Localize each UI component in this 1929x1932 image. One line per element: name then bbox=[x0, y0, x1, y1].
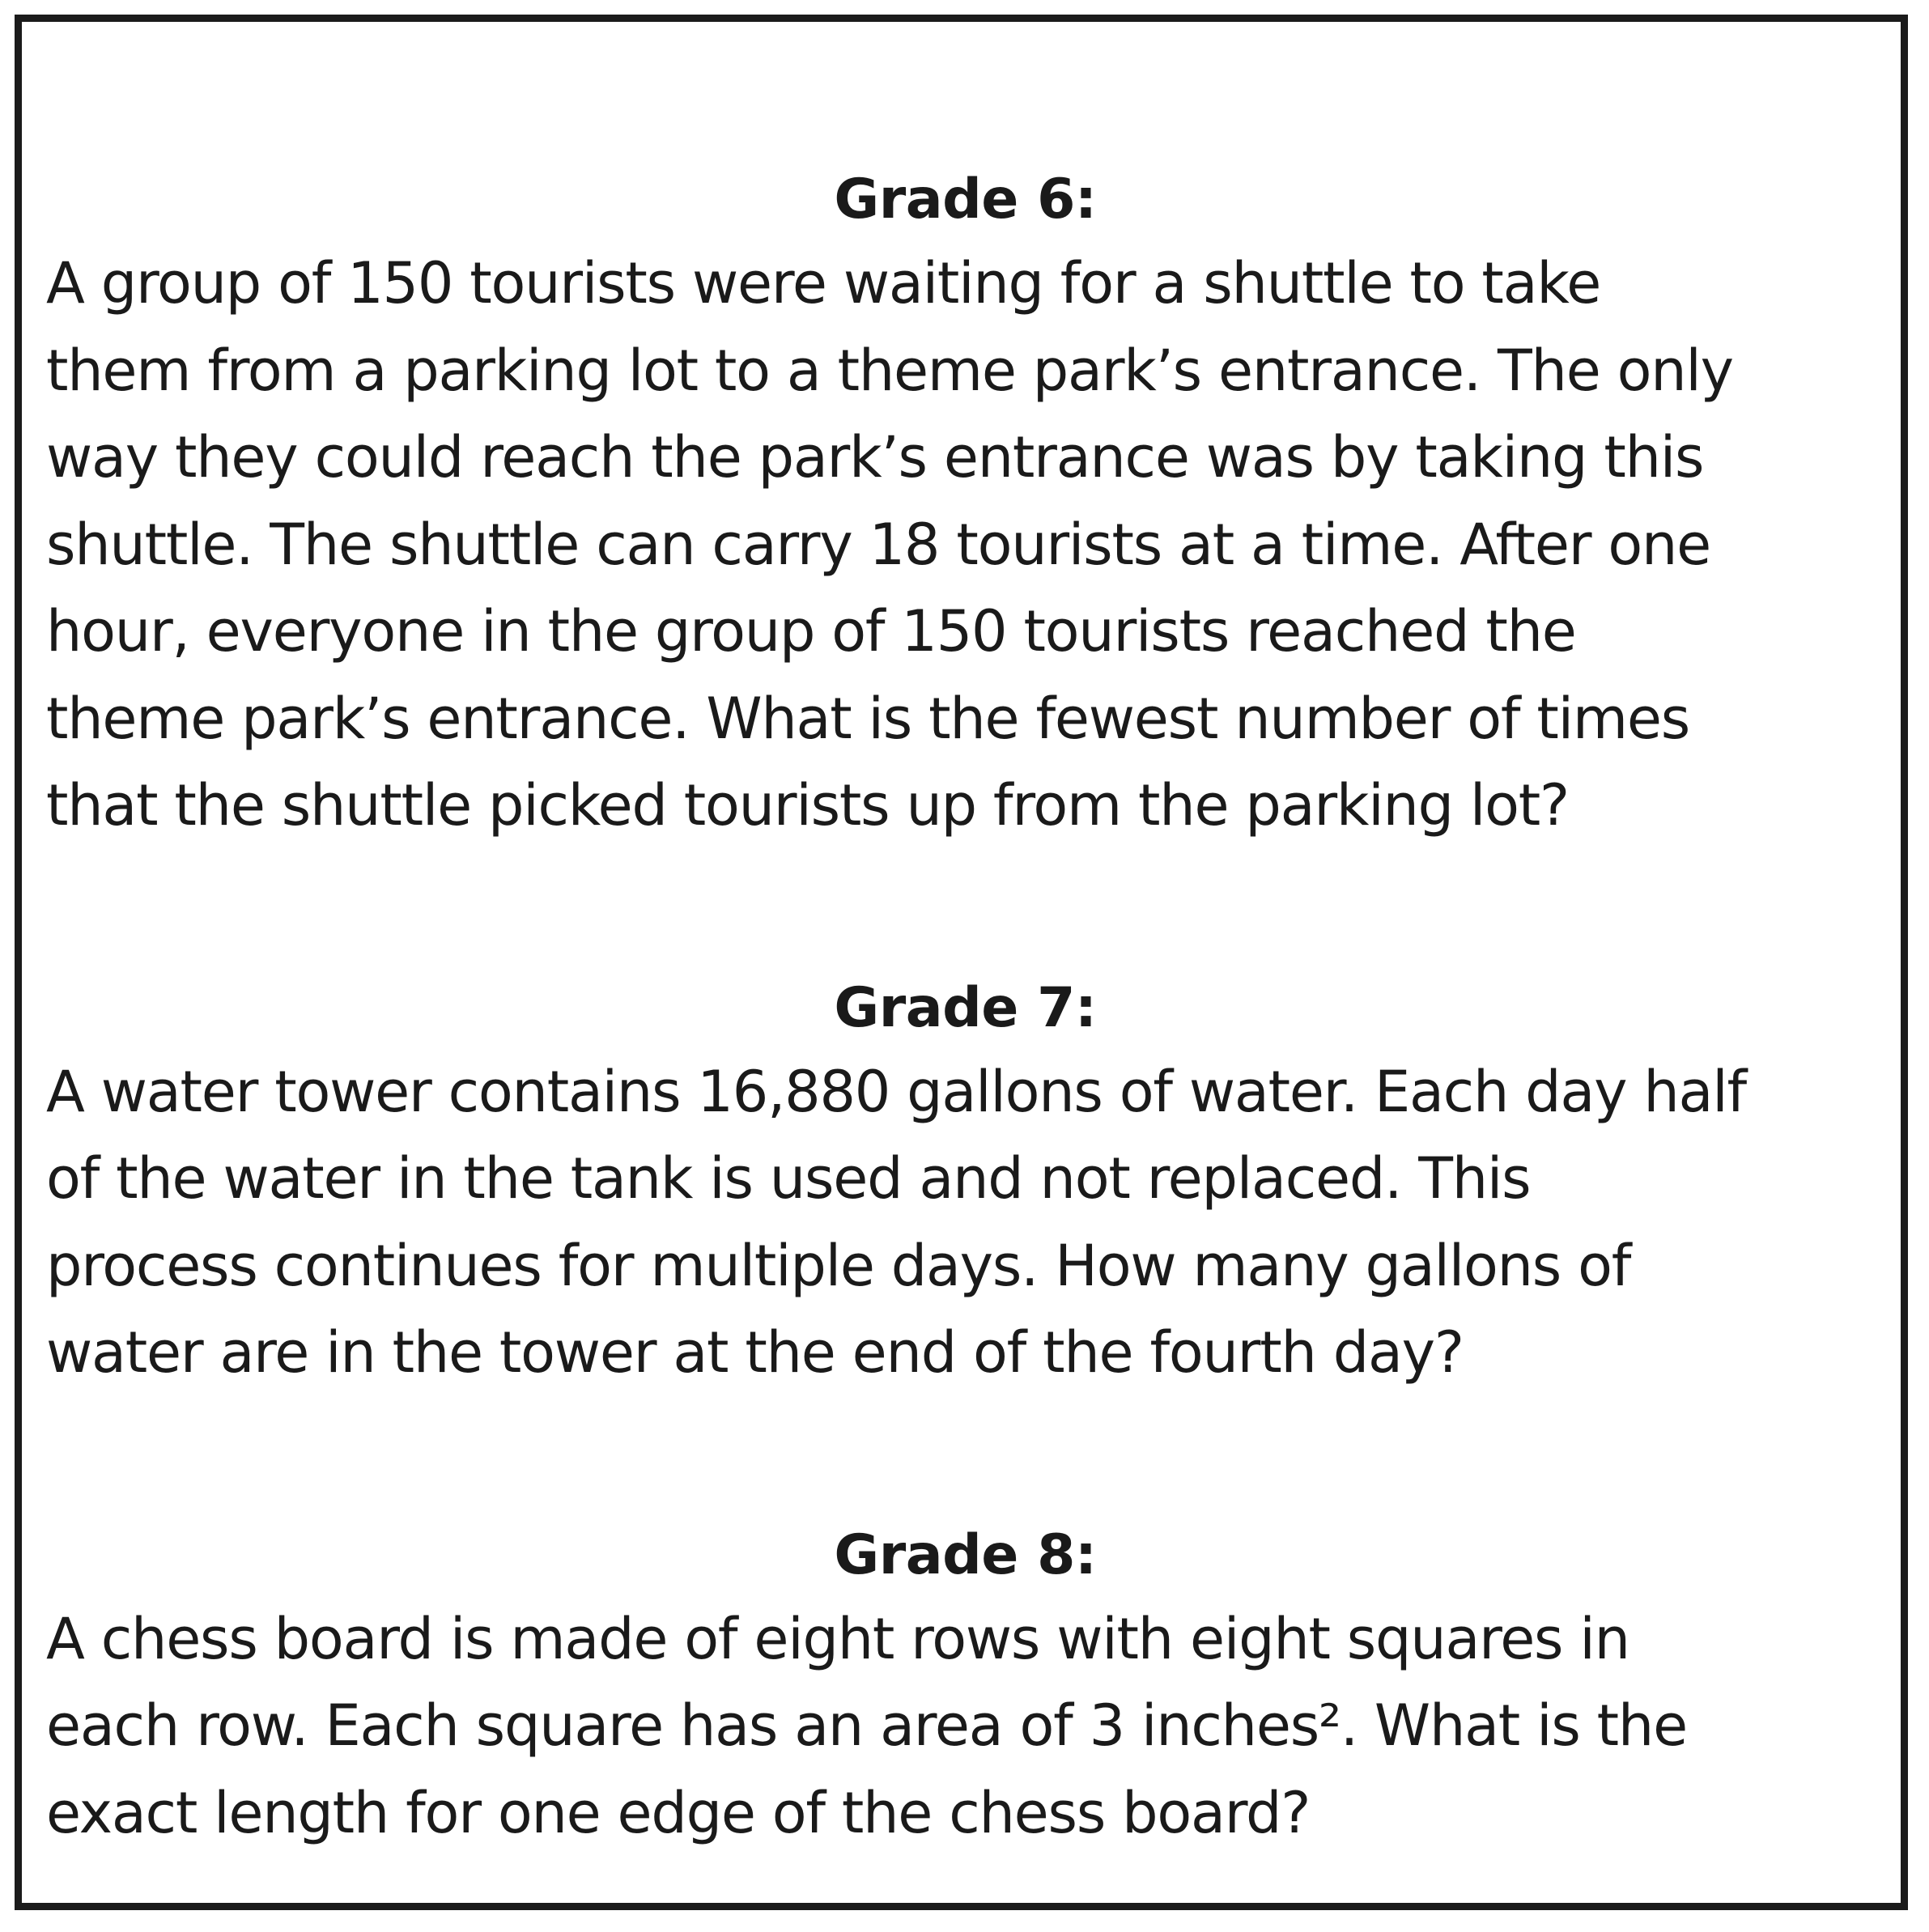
text-line: A water tower contains 16,880 gallons of water. Each day half bbox=[46, 1058, 1746, 1125]
text-line: hour, everyone in the group of 150 tourists reached the bbox=[46, 598, 1576, 665]
text-line: them from a parking lot to a theme park’s entrance. The only bbox=[46, 337, 1733, 404]
grade-6-problem-text bbox=[46, 240, 1884, 850]
grade-7-problem-text bbox=[46, 1049, 1884, 1397]
grade-8-section bbox=[46, 1515, 1884, 1858]
text-line: process continues for multiple days. How many gallons of bbox=[46, 1232, 1631, 1299]
text-line: each row. Each square has an area of 3 inches². What is the bbox=[46, 1692, 1687, 1759]
text-line: theme park’s entrance. What is the fewest number of times bbox=[46, 685, 1690, 752]
text-line: exact length for one edge of the chess board? bbox=[46, 1779, 1311, 1846]
text-line: way they could reach the park’s entrance was by taking this bbox=[46, 424, 1704, 490]
document-frame bbox=[15, 15, 1908, 1910]
grade-6-section bbox=[46, 159, 1884, 850]
text-line: A group of 150 tourists were waiting for a shuttle to take bbox=[46, 250, 1601, 316]
text-line: water are in the tower at the end of the fourth day? bbox=[46, 1319, 1464, 1386]
grade-8-problem-text bbox=[46, 1596, 1884, 1858]
grade-7-section bbox=[46, 968, 1884, 1397]
text-line: of the water in the tank is used and not replaced. This bbox=[46, 1145, 1531, 1212]
text-line: shuttle. The shuttle can carry 18 tourists at a time. After one bbox=[46, 511, 1711, 578]
grade-6-heading: Grade 6: bbox=[834, 168, 1097, 231]
grade-8-heading: Grade 8: bbox=[834, 1522, 1097, 1587]
document-content bbox=[46, 159, 1884, 1857]
grade-7-heading: Grade 7: bbox=[834, 975, 1097, 1040]
text-line: A chess board is made of eight rows with eight squares in bbox=[46, 1605, 1629, 1672]
text-line: that the shuttle picked tourists up from the parking lot? bbox=[46, 772, 1570, 839]
